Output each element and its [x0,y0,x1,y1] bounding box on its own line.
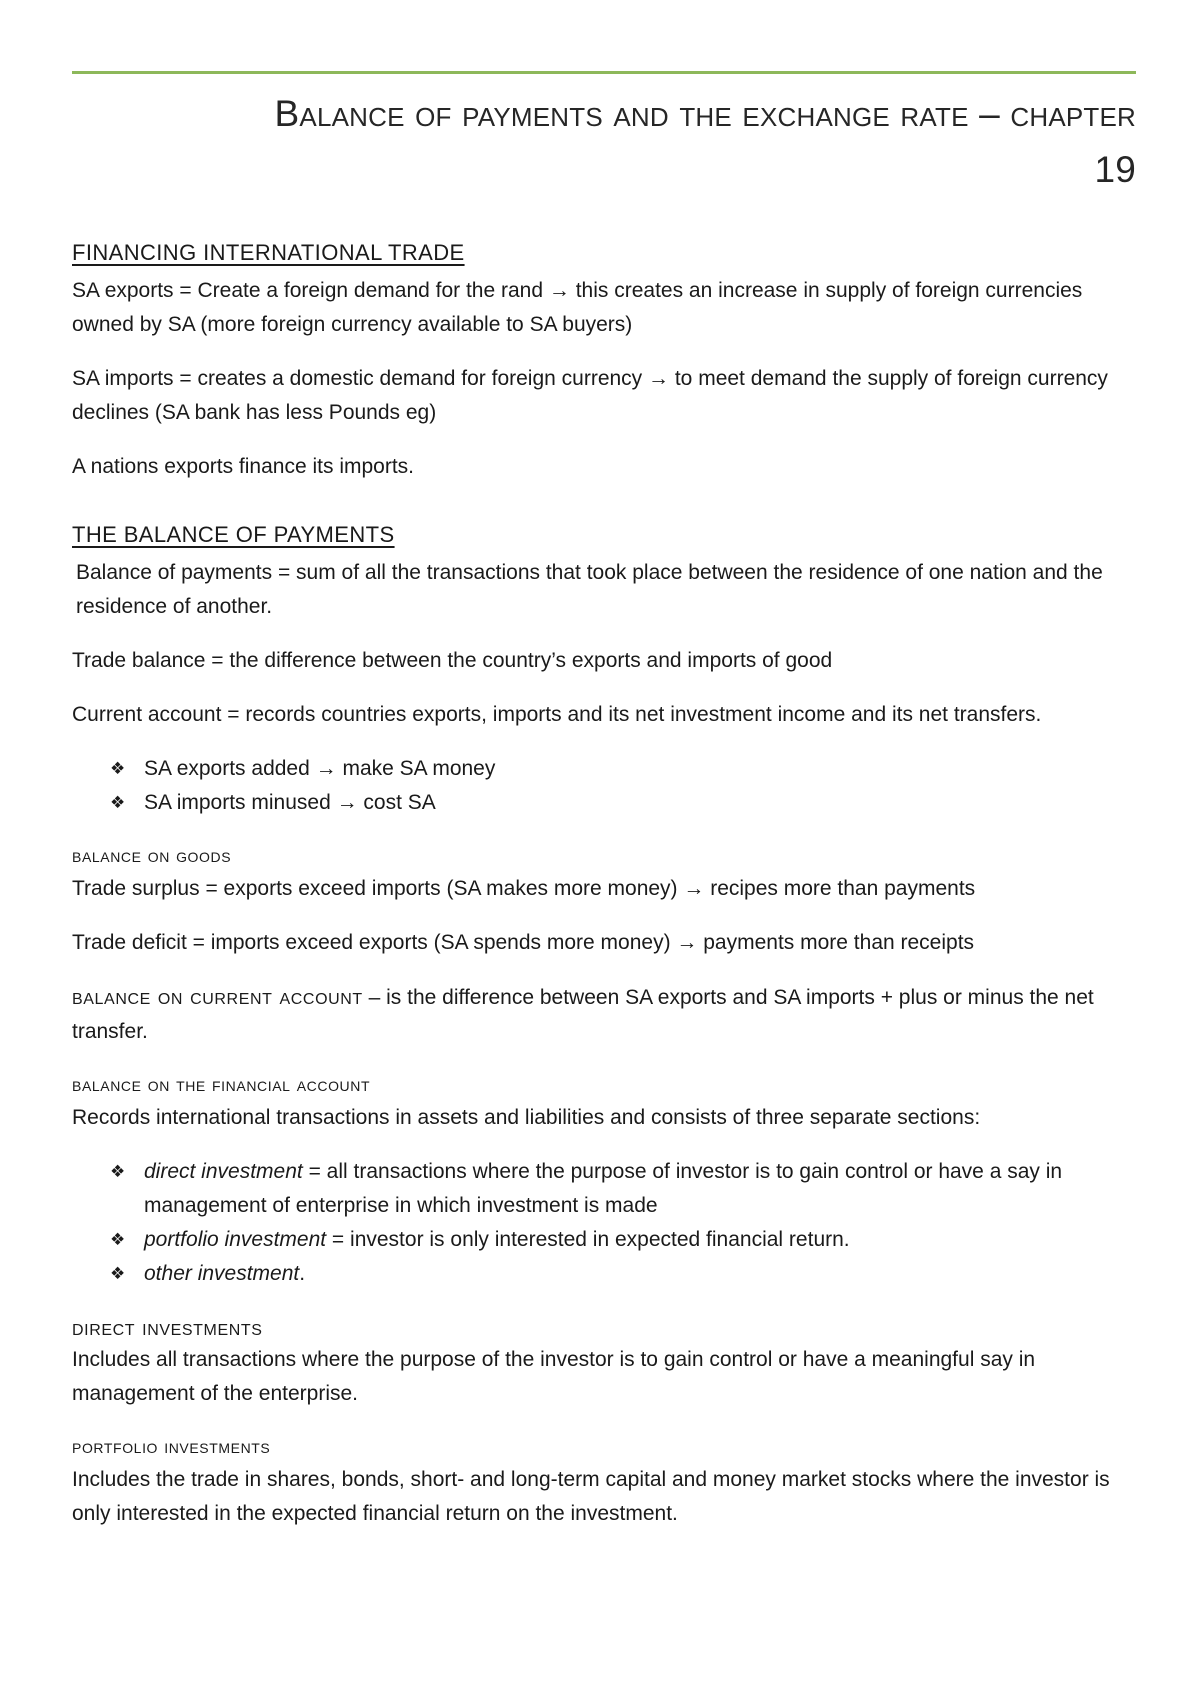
list-item [110,1155,1136,1223]
paragraph: SA imports = creates a domestic demand for foreign currency → to meet demand the supply of foreign currency declines (SA bank has less Pounds eg) [72,367,1108,424]
paragraph: Trade deficit = imports exceed exports (SA spends more money) → payments more than receipts [72,931,975,954]
title-text: Balance of payments and the exchange rate – chapter [274,93,1136,134]
paragraph: SA exports = Create a foreign demand for the rand → this creates an increase in supply of foreign currencies owned by SA (more foreign currency available to SA buyers) [72,279,1083,336]
heading-financing: FINANCING INTERNATIONAL TRADE [72,240,465,265]
diamond-bullet-icon: ❖ [110,759,126,778]
heading-balance-on-current-account: balance on current account [72,983,363,1009]
chapter-number: 19 [1094,149,1136,190]
paragraph: Trade surplus = exports exceed imports (SA makes more money) → recipes more than payments [72,877,976,900]
page-title [72,86,1136,198]
term: other investment [144,1262,300,1285]
diamond-bullet-icon: ❖ [110,1264,126,1283]
heading-financial-account: balance on the financial account [72,1074,371,1096]
paragraph: Current account = records countries exports, imports and its net investment income and its net transfers. [72,703,1042,726]
term: direct investment [144,1160,303,1183]
document-body [72,236,1136,1551]
diamond-bullet-icon: ❖ [110,1162,126,1181]
paragraph: Records international transactions in assets and liabilities and consists of three separate sections: [72,1106,981,1129]
paragraph: A nations exports finance its imports. [72,455,414,478]
bullet-list [72,1155,1136,1291]
heading-portfolio-investments: portfolio investments [72,1436,271,1458]
heading-direct-investments: direct investments [72,1314,263,1340]
list-item [110,786,1136,820]
term: portfolio investment [144,1228,327,1251]
diamond-bullet-icon: ❖ [110,1230,126,1249]
paragraph: Balance of payments = sum of all the transactions that took place between the residence of one nation and the residence of another. [76,561,1103,618]
paragraph-current-account [72,980,1136,1049]
paragraph: Includes the trade in shares, bonds, short- and long-term capital and money market stocks where the investor is only interested in the expected financial return on the investment. [72,1468,1110,1525]
current-account-text: – is the difference between SA exports and SA imports + plus or minus the net transfer. [72,986,1094,1043]
paragraph: Includes all transactions where the purpose of the investor is to gain control or have a meaningful say in management of the enterprise. [72,1348,1036,1405]
bullet-list [72,752,1136,820]
list-item-text: SA imports minused → cost SA [144,791,436,814]
list-item-text: . [299,1262,306,1285]
list-item [110,752,1136,786]
list-item [110,1223,1136,1257]
paragraph: Trade balance = the difference between the country’s exports and imports of good [72,649,833,672]
header-rule [72,71,1136,74]
diamond-bullet-icon: ❖ [110,793,126,812]
heading-balance-on-goods: balance on goods [72,845,232,867]
heading-balance-of-payments: THE BALANCE OF PAYMENTS [72,522,395,547]
list-item-text: SA exports added → make SA money [144,757,496,780]
list-item-text: = investor is only interested in expected financial return. [326,1228,850,1251]
list-item [110,1257,1136,1291]
list-item-text: = all transactions where the purpose of investor is to gain control or have a say in management of enterprise in which investment is made [144,1160,1063,1217]
